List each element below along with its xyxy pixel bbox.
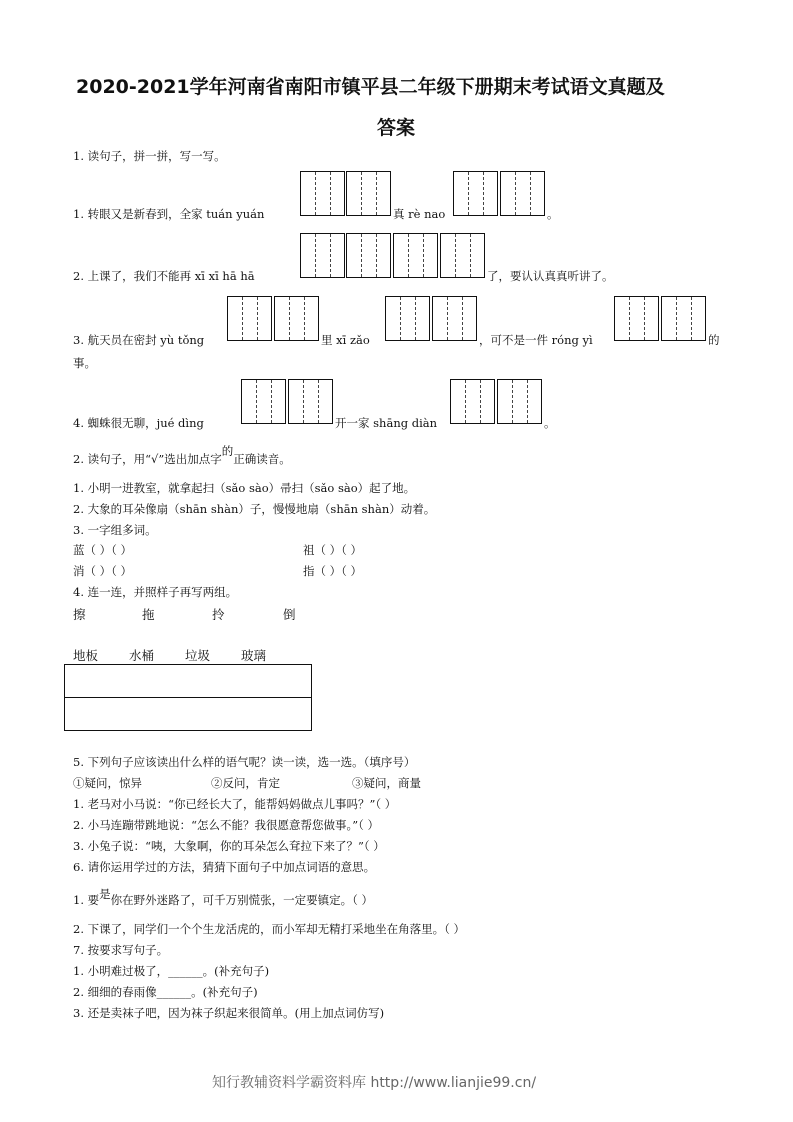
q2-heading-a: 2. 读句子，用“√”选出加点字 — [73, 452, 222, 466]
q7-line-2: 2. 细细的春雨像______。(补充句子) — [73, 985, 258, 999]
q4-verb-2: 拎 — [212, 607, 225, 622]
q4-verb-3: 倒 — [283, 607, 296, 622]
q1-s3-tail: 事。 — [73, 356, 96, 370]
writing-grid-cell[interactable] — [432, 296, 477, 341]
q5-option-1: ①疑问，惊异 — [73, 776, 142, 790]
q2-line-2: 2. 大象的耳朵像扇（shān shàn）子，慢慢地扇（shān shàn）动着。 — [73, 502, 436, 516]
writing-grid-cell[interactable] — [393, 233, 438, 278]
q4-noun-2: 垃圾 — [185, 648, 211, 663]
q2-line-1: 1. 小明一进教室，就拿起扫（sǎo sào）帚扫（sǎo sào）起了地。 — [73, 481, 416, 495]
q1-s1-mid: 真 rè nao — [393, 207, 446, 221]
answer-box-2[interactable] — [64, 697, 312, 731]
q1-s3-mid2: ，可不是一件 róng yì — [479, 333, 593, 347]
writing-grid-cell[interactable] — [453, 171, 498, 216]
q6-line-1-a: 1. 要 — [73, 893, 100, 907]
q6-line-1-b: 你在野外迷路了，可千万别慌张，一定要镇定。（ ） — [110, 893, 374, 907]
q1-s1-prefix: 1. 转眼又是新春到，全家 tuán yuán — [73, 207, 265, 221]
writing-grid-cell[interactable] — [500, 171, 545, 216]
q3-heading: 3. 一字组多词。 — [73, 523, 157, 537]
q1-s3-prefix: 3. 航天员在密封 yù tǒng — [73, 333, 205, 347]
q1-s3-end: 的 — [708, 333, 720, 347]
writing-grid-cell[interactable] — [614, 296, 659, 341]
footer-watermark: 知行教辅资料学霸资料库 http://www.lianjie99.cn/ — [212, 1075, 537, 1091]
q1-s1-end: 。 — [547, 207, 559, 221]
writing-grid-cell[interactable] — [288, 379, 333, 424]
answer-box-1[interactable] — [64, 664, 312, 698]
q5-option-2: ②反问，肯定 — [211, 776, 280, 790]
q5-heading: 5. 下列句子应该读出什么样的语气呢？读一读，选一选。（填序号） — [73, 755, 416, 769]
q3-row1-b: 祖（ ）（ ） — [303, 543, 363, 557]
q4-noun-1: 水桶 — [129, 648, 155, 663]
q5-line-2: 2. 小马连蹦带跳地说：“怎么不能？我很愿意帮您做事。”（ ） — [73, 818, 380, 832]
writing-grid-cell[interactable] — [300, 233, 345, 278]
q6-line-2: 2. 下课了，同学们一个个生龙活虎的，而小军却无精打采地坐在角落里。（ ） — [73, 922, 466, 936]
writing-grid-cell[interactable] — [274, 296, 319, 341]
page-title-continued: 答案 — [377, 117, 416, 139]
q6-heading: 6. 请你运用学过的方法，猜猜下面句子中加点词语的意思。 — [73, 860, 376, 874]
q1-heading: 1. 读句子，拼一拼，写一写。 — [73, 149, 226, 163]
writing-grid-cell[interactable] — [661, 296, 706, 341]
q7-heading: 7. 按要求写句子。 — [73, 943, 169, 957]
q2-heading-de: 的 — [221, 444, 234, 458]
q4-noun-3: 玻璃 — [241, 648, 267, 663]
q1-s3-mid1: 里 xī zǎo — [321, 333, 370, 347]
q3-row1-a: 蓝（ ）（ ） — [73, 543, 133, 557]
writing-grid-cell[interactable] — [300, 171, 345, 216]
q6-line-1-shi: 是 — [99, 887, 111, 901]
q5-line-1: 1. 老马对小马说：“你已经长大了，能帮妈妈做点儿事吗？”（ ） — [73, 797, 397, 811]
q4-noun-0: 地板 — [73, 648, 99, 663]
q3-row2-a: 消（ ）（ ） — [73, 564, 133, 578]
writing-grid-cell[interactable] — [346, 233, 391, 278]
q1-s4-mid: 开一家 shāng diàn — [335, 416, 438, 430]
q4-verb-0: 擦 — [73, 607, 86, 622]
q2-heading-b: 正确读音。 — [233, 452, 291, 466]
writing-grid-cell[interactable] — [440, 233, 485, 278]
writing-grid-cell[interactable] — [227, 296, 272, 341]
q3-row2-b: 指（ ）（ ） — [303, 564, 363, 578]
q5-line-3: 3. 小兔子说：“咦，大象啊，你的耳朵怎么耷拉下来了？”（ ） — [73, 839, 385, 853]
q7-line-3: 3. 还是卖袜子吧，因为袜子织起来很简单。(用上加点词仿写) — [73, 1006, 385, 1020]
page-title: 2020-2021学年河南省南阳市镇平县二年级下册期末考试语文真题及 — [76, 76, 665, 98]
writing-grid-cell[interactable] — [241, 379, 286, 424]
writing-grid-cell[interactable] — [385, 296, 430, 341]
q6-line-1 — [73, 887, 374, 908]
writing-grid-cell[interactable] — [497, 379, 542, 424]
writing-grid-cell[interactable] — [450, 379, 495, 424]
writing-grid-cell[interactable] — [346, 171, 391, 216]
q4-heading: 4. 连一连，并照样子再写两组。 — [73, 585, 238, 599]
q1-s2-suffix: 了，要认认真真听讲了。 — [487, 269, 614, 283]
q7-line-1: 1. 小明难过极了，______。(补充句子) — [73, 964, 270, 978]
q4-verb-1: 拖 — [142, 607, 155, 622]
q5-option-3: ③疑问，商量 — [352, 776, 421, 790]
q1-s2-prefix: 2. 上课了，我们不能再 xī xī hā hā — [73, 269, 255, 283]
q2-heading — [73, 444, 291, 467]
q1-s4-prefix: 4. 蜘蛛很无聊，jué dìng — [73, 416, 204, 430]
q1-s4-end: 。 — [544, 416, 556, 430]
